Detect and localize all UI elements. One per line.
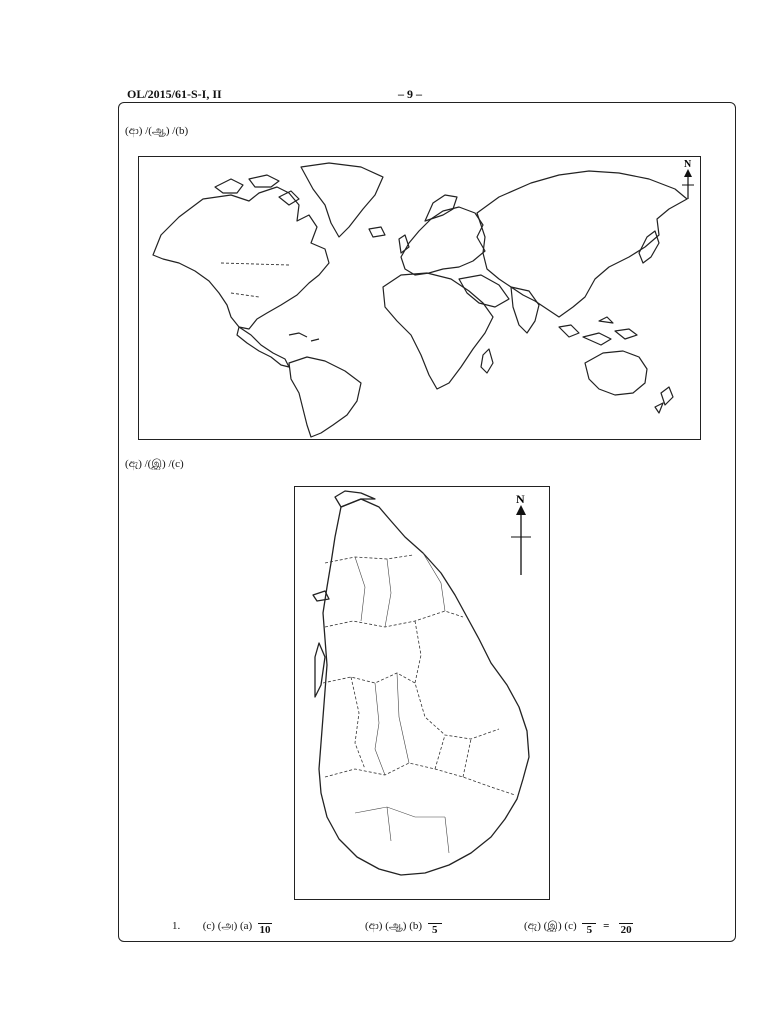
answer-b-fraction [428,917,442,936]
province-boundary-sabaragamuwa [351,677,365,769]
india-outline [511,287,539,333]
southeast-asia-islands [559,317,637,345]
district-lines [355,553,449,853]
scandinavia-outline [425,195,457,221]
exam-code: OL/2015/61-S-I, II [127,87,222,101]
world-map [138,156,701,440]
section-label-world: (ආ) /(ஆ) /(b) [125,125,189,137]
us-mexico-border [231,293,259,297]
srilanka-north-arrow [511,492,531,575]
australia-outline [585,351,647,395]
answer-b-denominator: 5 [432,924,438,936]
new-zealand-outline [655,387,673,413]
answer-c [524,917,633,936]
arabia-outline [459,275,509,307]
answer-c-denominator: 5 [586,924,593,936]
europe-outline [401,207,485,275]
province-boundary-south [325,763,515,795]
answer-c-denominator-2: 20 [620,924,632,936]
srilanka-north-letter: N [516,492,525,506]
caribbean-islands [289,333,319,341]
province-boundary-northcentral [325,611,463,627]
answer-a-label: (c) (அ) (a) [202,920,253,933]
kalpitiya [315,643,325,697]
north-america-outline [153,187,329,329]
us-canada-border [221,263,289,265]
world-north-letter: N [684,159,692,170]
page-number: – 9 – [398,87,422,101]
answer-a-fraction [258,917,272,936]
asia-outline [477,171,687,317]
japan-outline [639,231,659,263]
greenland-outline [301,163,383,237]
central-america-outline [237,327,289,367]
sri-lanka-map [294,486,550,900]
equals-sign: = [603,920,610,933]
answer-b-label: (ආ) (ஆ) (b) [365,920,423,933]
answer-c-fraction [582,917,596,936]
answer-b [365,917,442,936]
iceland-uk [369,227,409,253]
answer-c-fraction-2 [619,917,633,936]
island-outline [319,499,529,875]
jaffna-peninsula [335,491,375,507]
world-north-arrow [682,159,694,199]
answer-a [172,917,272,936]
province-boundary-north [325,555,413,563]
south-america-outline [289,357,361,437]
answer-c-label: (ඇ) (இ) (c) [524,920,577,933]
question-number: 1. [172,920,181,933]
world-map-outline [139,157,699,438]
section-label-srilanka: (ඇ) /(இ) /(c) [125,458,184,470]
sri-lanka-outline [295,487,548,898]
africa-outline [383,273,493,389]
province-boundary-central-east [415,621,499,739]
madagascar-outline [481,349,493,373]
arctic-islands [215,175,299,205]
province-boundary-central-west [323,673,415,683]
answer-a-denominator: 10 [259,924,271,936]
